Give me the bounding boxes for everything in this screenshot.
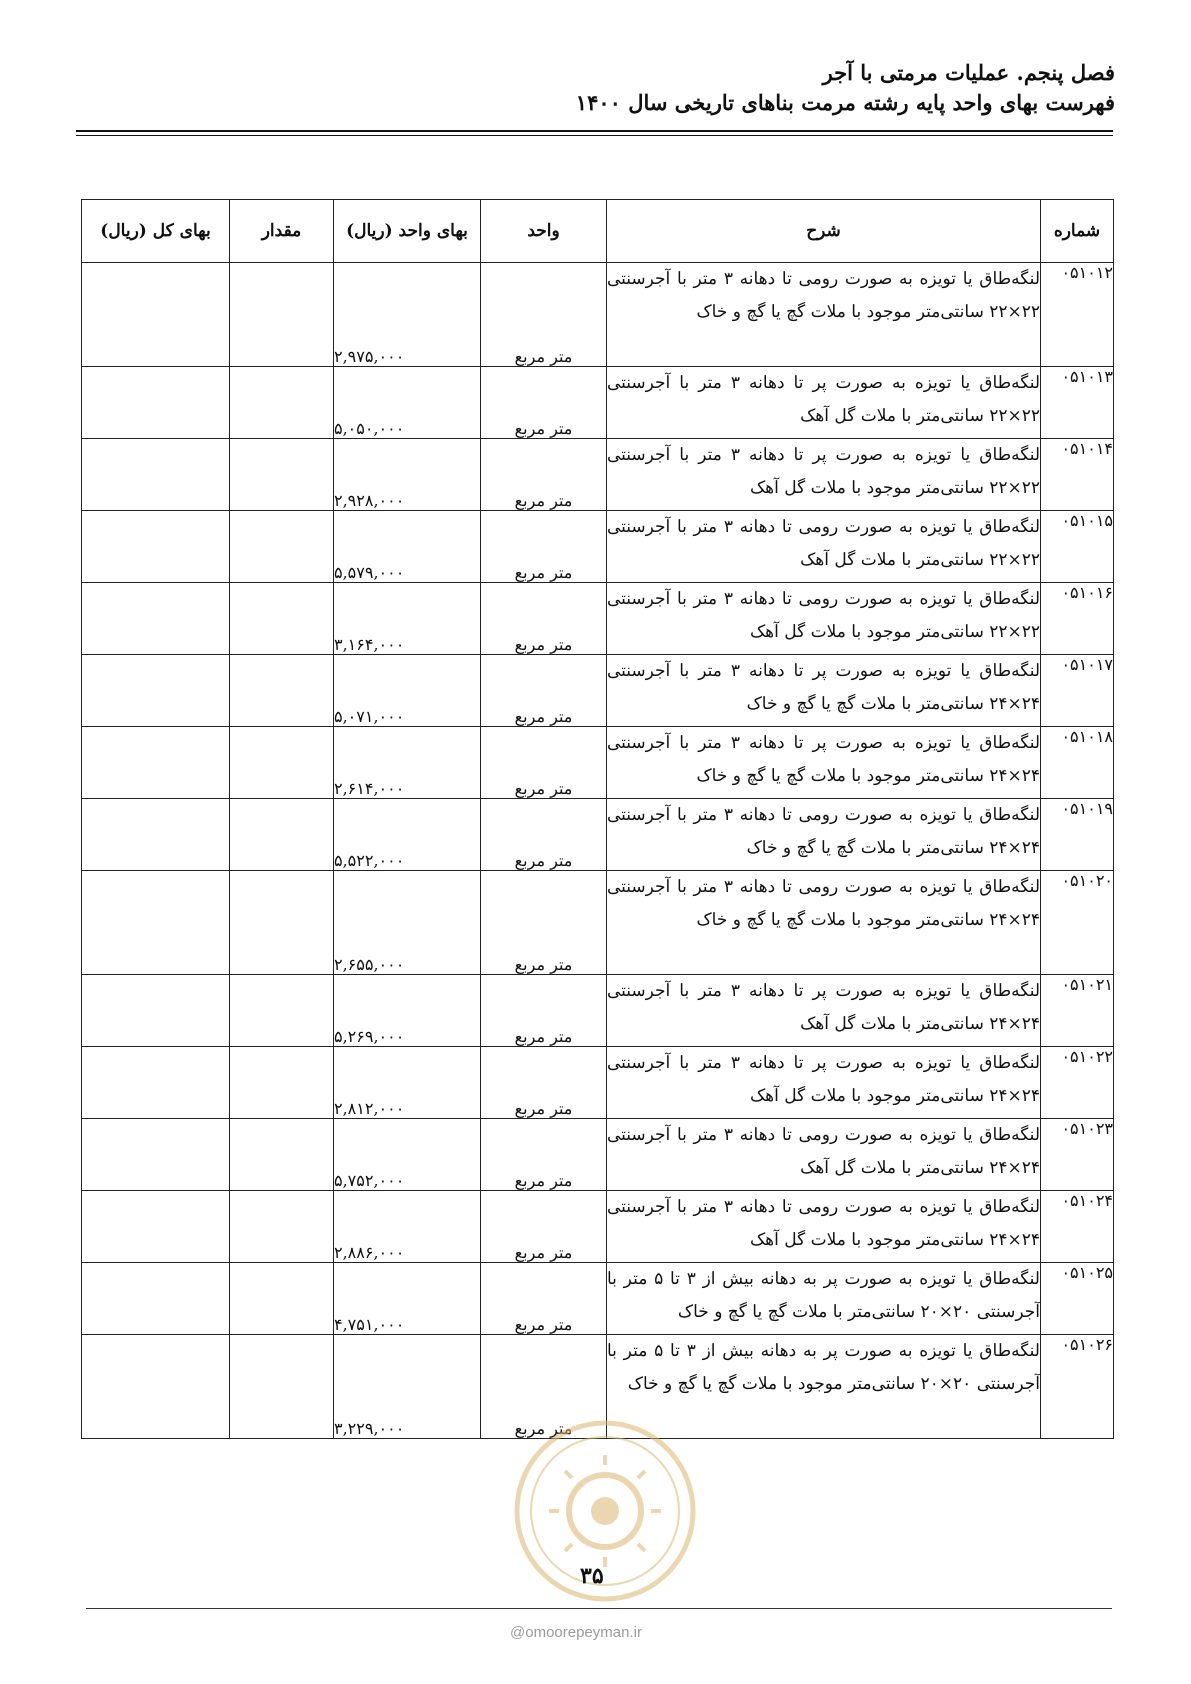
header-rule-thick bbox=[76, 130, 1113, 132]
item-code: ۰۵۱۰۱۸ bbox=[1041, 727, 1114, 799]
header-quantity: مقدار bbox=[230, 200, 334, 263]
item-quantity bbox=[230, 1263, 334, 1335]
item-quantity bbox=[230, 1119, 334, 1191]
item-total-price bbox=[82, 655, 230, 727]
item-description: لنگه‌طاق یا تویزه به صورت پر تا دهانه ۳ متر با آجرسنتی ۲۴×۲۴ سانتی‌متر با ملات گچ یا گچ و خاک bbox=[607, 655, 1041, 727]
table-row bbox=[82, 975, 1114, 1047]
item-code: ۰۵۱۰۱۷ bbox=[1041, 655, 1114, 727]
header-code: شماره bbox=[1041, 200, 1114, 263]
item-description: لنگه‌طاق یا تویزه به صورت رومی تا دهانه ۳ متر با آجرسنتی ۲۴×۲۴ سانتی‌متر موجود با ملات گل آهک bbox=[607, 1191, 1041, 1263]
item-code: ۰۵۱۰۱۵ bbox=[1041, 511, 1114, 583]
item-quantity bbox=[230, 367, 334, 439]
table-header-row bbox=[82, 200, 1114, 263]
item-quantity bbox=[230, 439, 334, 511]
item-unit-price: ۲,۸۱۲,۰۰۰ bbox=[334, 1047, 481, 1119]
item-unit: متر مربع bbox=[481, 263, 607, 367]
item-quantity bbox=[230, 511, 334, 583]
price-list-table bbox=[81, 199, 1114, 1439]
header-rule-thin bbox=[76, 135, 1113, 136]
table-row bbox=[82, 655, 1114, 727]
item-unit-price: ۲,۶۱۴,۰۰۰ bbox=[334, 727, 481, 799]
item-total-price bbox=[82, 975, 230, 1047]
item-unit: متر مربع bbox=[481, 583, 607, 655]
item-code: ۰۵۱۰۱۶ bbox=[1041, 583, 1114, 655]
item-description: لنگه‌طاق یا تویزه به صورت پر تا دهانه ۳ متر با آجرسنتی ۲۴×۲۴ سانتی‌متر موجود با ملات گل آهک bbox=[607, 1047, 1041, 1119]
item-total-price bbox=[82, 871, 230, 975]
table-row bbox=[82, 1263, 1114, 1335]
header-unit-price: بهای واحد (ریال) bbox=[334, 200, 481, 263]
item-unit-price: ۵,۲۶۹,۰۰۰ bbox=[334, 975, 481, 1047]
item-unit: متر مربع bbox=[481, 727, 607, 799]
item-unit-price: ۳,۲۲۹,۰۰۰ bbox=[334, 1335, 481, 1439]
item-unit-price: ۳,۱۶۴,۰۰۰ bbox=[334, 583, 481, 655]
table-row bbox=[82, 871, 1114, 975]
item-total-price bbox=[82, 1119, 230, 1191]
item-quantity bbox=[230, 263, 334, 367]
item-unit-price: ۵,۰۷۱,۰۰۰ bbox=[334, 655, 481, 727]
item-quantity bbox=[230, 799, 334, 871]
item-unit: متر مربع bbox=[481, 799, 607, 871]
item-quantity bbox=[230, 655, 334, 727]
item-code: ۰۵۱۰۲۰ bbox=[1041, 871, 1114, 975]
item-quantity bbox=[230, 871, 334, 975]
table-row bbox=[82, 263, 1114, 367]
item-quantity bbox=[230, 1191, 334, 1263]
table-row bbox=[82, 727, 1114, 799]
item-description: لنگه‌طاق یا تویزه به صورت رومی تا دهانه ۳ متر با آجرسنتی ۲۲×۲۲ سانتی‌متر موجود با ملات گچ یا گچ و خاک bbox=[607, 263, 1041, 367]
item-quantity bbox=[230, 1047, 334, 1119]
item-unit: متر مربع bbox=[481, 1191, 607, 1263]
site-watermark: @omoorepeyman.ir bbox=[510, 1624, 642, 1641]
item-unit: متر مربع bbox=[481, 1263, 607, 1335]
item-code: ۰۵۱۰۲۱ bbox=[1041, 975, 1114, 1047]
item-unit-price: ۲,۹۷۵,۰۰۰ bbox=[334, 263, 481, 367]
item-unit: متر مربع bbox=[481, 367, 607, 439]
item-code: ۰۵۱۰۲۲ bbox=[1041, 1047, 1114, 1119]
item-unit-price: ۲,۹۲۸,۰۰۰ bbox=[334, 439, 481, 511]
item-total-price bbox=[82, 367, 230, 439]
table-row bbox=[82, 1047, 1114, 1119]
table-row bbox=[82, 439, 1114, 511]
item-code: ۰۵۱۰۱۳ bbox=[1041, 367, 1114, 439]
table-row bbox=[82, 511, 1114, 583]
item-description: لنگه‌طاق یا تویزه به صورت پر تا دهانه ۳ متر با آجرسنتی ۲۲×۲۲ سانتی‌متر موجود با ملات گل آهک bbox=[607, 439, 1041, 511]
item-total-price bbox=[82, 583, 230, 655]
item-description: لنگه‌طاق یا تویزه به صورت پر تا دهانه ۳ متر با آجرسنتی ۲۲×۲۲ سانتی‌متر با ملات گل آهک bbox=[607, 367, 1041, 439]
item-description: لنگه‌طاق یا تویزه به صورت پر به دهانه بیش از ۳ تا ۵ متر با آجرسنتی ۲۰×۲۰ سانتی‌متر موجود با ملات گچ یا گچ و خاک bbox=[607, 1335, 1041, 1439]
item-code: ۰۵۱۰۱۲ bbox=[1041, 263, 1114, 367]
header-unit: واحد bbox=[481, 200, 607, 263]
item-description: لنگه‌طاق یا تویزه به صورت پر تا دهانه ۳ متر با آجرسنتی ۲۴×۲۴ سانتی‌متر با ملات گل آهک bbox=[607, 975, 1041, 1047]
item-unit-price: ۵,۵۷۹,۰۰۰ bbox=[334, 511, 481, 583]
item-unit: متر مربع bbox=[481, 975, 607, 1047]
item-quantity bbox=[230, 727, 334, 799]
item-code: ۰۵۱۰۲۵ bbox=[1041, 1263, 1114, 1335]
item-quantity bbox=[230, 583, 334, 655]
item-code: ۰۵۱۰۲۴ bbox=[1041, 1191, 1114, 1263]
seal-watermark bbox=[512, 1418, 698, 1604]
item-unit: متر مربع bbox=[481, 1335, 607, 1439]
page-header bbox=[576, 58, 1115, 118]
item-quantity bbox=[230, 975, 334, 1047]
item-total-price bbox=[82, 1263, 230, 1335]
chapter-title: فصل پنجم. عملیات مرمتی با آجر bbox=[822, 60, 1115, 85]
item-unit: متر مربع bbox=[481, 439, 607, 511]
item-total-price bbox=[82, 439, 230, 511]
item-unit: متر مربع bbox=[481, 1047, 607, 1119]
item-unit-price: ۵,۵۲۲,۰۰۰ bbox=[334, 799, 481, 871]
header-total-price: بهای کل (ریال) bbox=[82, 200, 230, 263]
document-subtitle: فهرست بهای واحد پایه رشته مرمت بناهای تاریخی سال ۱۴۰۰ bbox=[575, 90, 1115, 115]
item-description: لنگه‌طاق یا تویزه به صورت رومی تا دهانه ۳ متر با آجرسنتی ۲۴×۲۴ سانتی‌متر با ملات گل آهک bbox=[607, 1119, 1041, 1191]
item-total-price bbox=[82, 1047, 230, 1119]
item-code: ۰۵۱۰۱۹ bbox=[1041, 799, 1114, 871]
table-row bbox=[82, 367, 1114, 439]
item-unit-price: ۲,۶۵۵,۰۰۰ bbox=[334, 871, 481, 975]
footer-rule bbox=[86, 1608, 1112, 1609]
item-total-price bbox=[82, 1191, 230, 1263]
item-unit: متر مربع bbox=[481, 511, 607, 583]
item-description: لنگه‌طاق یا تویزه به صورت رومی تا دهانه ۳ متر با آجرسنتی ۲۴×۲۴ سانتی‌متر با ملات گچ یا گچ و خاک bbox=[607, 799, 1041, 871]
item-unit-price: ۲,۸۸۶,۰۰۰ bbox=[334, 1191, 481, 1263]
item-unit: متر مربع bbox=[481, 871, 607, 975]
item-quantity bbox=[230, 1335, 334, 1439]
item-code: ۰۵۱۰۲۳ bbox=[1041, 1119, 1114, 1191]
item-description: لنگه‌طاق یا تویزه به صورت پر به دهانه بیش از ۳ تا ۵ متر با آجرسنتی ۲۰×۲۰ سانتی‌متر با ملات گچ یا گچ و خاک bbox=[607, 1263, 1041, 1335]
table-row bbox=[82, 583, 1114, 655]
item-total-price bbox=[82, 511, 230, 583]
item-unit-price: ۴,۷۵۱,۰۰۰ bbox=[334, 1263, 481, 1335]
item-description: لنگه‌طاق یا تویزه به صورت رومی تا دهانه ۳ متر با آجرسنتی ۲۲×۲۲ سانتی‌متر با ملات گل آهک bbox=[607, 511, 1041, 583]
item-unit-price: ۵,۰۵۰,۰۰۰ bbox=[334, 367, 481, 439]
item-total-price bbox=[82, 1335, 230, 1439]
item-total-price bbox=[82, 727, 230, 799]
table-row bbox=[82, 799, 1114, 871]
table-row bbox=[82, 1191, 1114, 1263]
table-row bbox=[82, 1119, 1114, 1191]
item-description: لنگه‌طاق یا تویزه به صورت رومی تا دهانه ۳ متر با آجرسنتی ۲۴×۲۴ سانتی‌متر موجود با ملات گچ یا گچ و خاک bbox=[607, 871, 1041, 975]
item-code: ۰۵۱۰۲۶ bbox=[1041, 1335, 1114, 1439]
item-total-price bbox=[82, 263, 230, 367]
item-total-price bbox=[82, 799, 230, 871]
item-description: لنگه‌طاق یا تویزه به صورت رومی تا دهانه ۳ متر با آجرسنتی ۲۲×۲۲ سانتی‌متر موجود با ملات گل آهک bbox=[607, 583, 1041, 655]
item-description: لنگه‌طاق یا تویزه به صورت پر تا دهانه ۳ متر با آجرسنتی ۲۴×۲۴ سانتی‌متر موجود با ملات گچ یا گچ و خاک bbox=[607, 727, 1041, 799]
page-number: ۳۵ bbox=[580, 1563, 604, 1589]
item-code: ۰۵۱۰۱۴ bbox=[1041, 439, 1114, 511]
header-description: شرح bbox=[607, 200, 1041, 263]
item-unit: متر مربع bbox=[481, 1119, 607, 1191]
item-unit-price: ۵,۷۵۲,۰۰۰ bbox=[334, 1119, 481, 1191]
item-unit: متر مربع bbox=[481, 655, 607, 727]
